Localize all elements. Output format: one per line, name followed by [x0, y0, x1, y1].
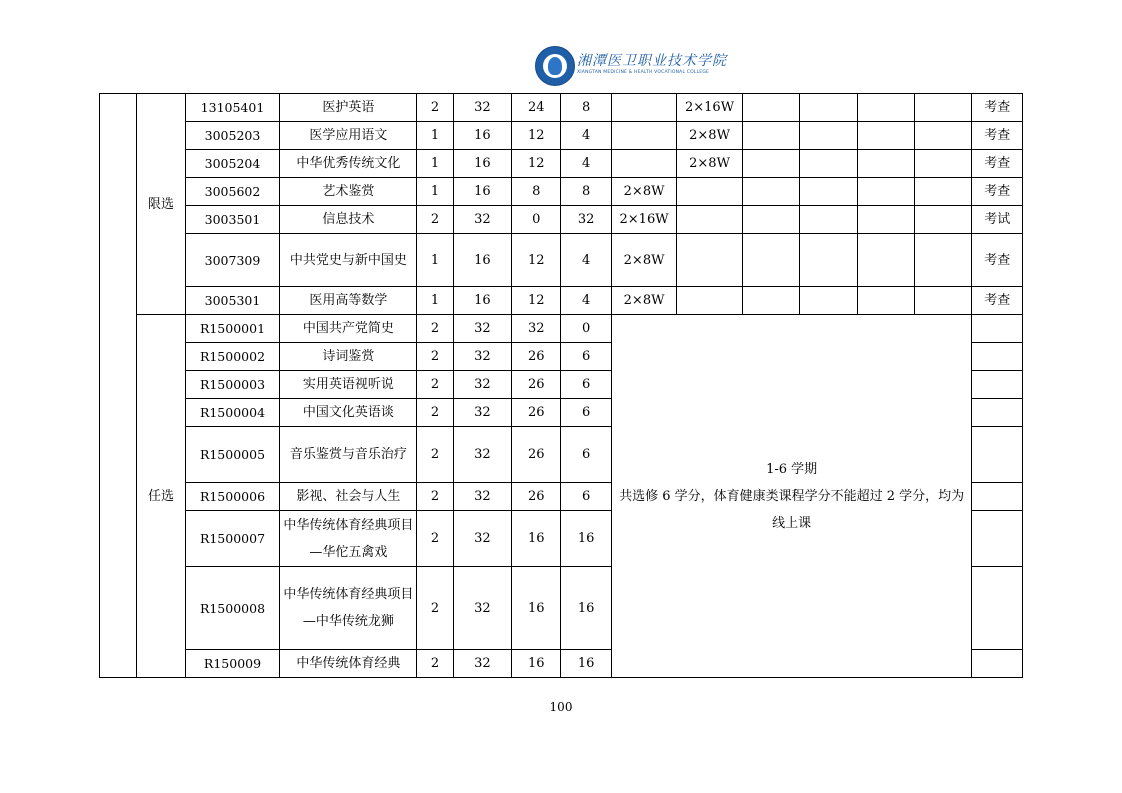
semester-s4 — [800, 94, 857, 122]
course-hours: 16 — [453, 150, 511, 178]
course-credit: 2 — [417, 399, 453, 427]
semester-s2 — [677, 178, 742, 206]
course-practice-hours: 4 — [561, 150, 611, 178]
course-theory-hours: 16 — [512, 650, 561, 678]
course-code: R1500005 — [185, 427, 280, 483]
course-hours: 16 — [453, 178, 511, 206]
semester-s1 — [611, 122, 676, 150]
semester-s5 — [857, 287, 914, 315]
course-name: 影视、社会与人生 — [280, 483, 417, 511]
course-practice-hours: 8 — [561, 178, 611, 206]
course-name: 中华优秀传统文化 — [280, 150, 417, 178]
assessment-method — [972, 483, 1023, 511]
semester-s3 — [742, 234, 799, 287]
course-name: 中华传统体育经典项目—华佗五禽戏 — [280, 511, 417, 567]
course-practice-hours: 6 — [561, 427, 611, 483]
course-practice-hours: 4 — [561, 287, 611, 315]
semester-s3 — [742, 122, 799, 150]
course-practice-hours: 6 — [561, 399, 611, 427]
assessment-method: 考查 — [972, 94, 1023, 122]
course-code: R1500002 — [185, 343, 280, 371]
course-credit: 2 — [417, 371, 453, 399]
semester-s5 — [857, 150, 914, 178]
assessment-method: 考查 — [972, 234, 1023, 287]
course-practice-hours: 6 — [561, 343, 611, 371]
course-practice-hours: 16 — [561, 511, 611, 567]
semester-s4 — [800, 287, 857, 315]
course-theory-hours: 26 — [512, 427, 561, 483]
course-name: 信息技术 — [280, 206, 417, 234]
semester-s2 — [677, 234, 742, 287]
table-row — [100, 150, 1023, 178]
course-table — [99, 93, 1023, 678]
course-theory-hours: 16 — [512, 511, 561, 567]
course-practice-hours: 6 — [561, 371, 611, 399]
semester-s2: 2×8W — [677, 150, 742, 178]
course-credit: 2 — [417, 206, 453, 234]
course-credit: 2 — [417, 427, 453, 483]
course-theory-hours: 26 — [512, 399, 561, 427]
course-code: R1500006 — [185, 483, 280, 511]
course-name: 医用高等数学 — [280, 287, 417, 315]
course-credit: 2 — [417, 483, 453, 511]
semester-s4 — [800, 206, 857, 234]
table-row — [100, 287, 1023, 315]
table-row — [100, 315, 1023, 343]
course-name: 艺术鉴赏 — [280, 178, 417, 206]
semester-s5 — [857, 178, 914, 206]
semester-s3 — [742, 287, 799, 315]
assessment-method — [972, 315, 1023, 343]
course-code: R150009 — [185, 650, 280, 678]
course-name: 中华传统体育经典项目—中华传统龙狮 — [280, 567, 417, 650]
course-practice-hours: 4 — [561, 234, 611, 287]
page-number: 100 — [549, 700, 573, 714]
semester-s4 — [800, 178, 857, 206]
course-code: 3003501 — [185, 206, 280, 234]
course-name: 医学应用语文 — [280, 122, 417, 150]
semester-s3 — [742, 150, 799, 178]
course-theory-hours: 26 — [512, 371, 561, 399]
course-name: 中国文化英语谈 — [280, 399, 417, 427]
course-theory-hours: 12 — [512, 150, 561, 178]
course-hours: 32 — [453, 483, 511, 511]
course-hours: 32 — [453, 567, 511, 650]
course-theory-hours: 32 — [512, 315, 561, 343]
semester-s4 — [800, 122, 857, 150]
semester-s5 — [857, 94, 914, 122]
course-hours: 32 — [453, 206, 511, 234]
course-practice-hours: 16 — [561, 650, 611, 678]
course-hours: 16 — [453, 287, 511, 315]
semester-s1: 2×8W — [611, 178, 676, 206]
course-code: R1500001 — [185, 315, 280, 343]
course-code: R1500007 — [185, 511, 280, 567]
course-practice-hours: 16 — [561, 567, 611, 650]
course-code: 3005602 — [185, 178, 280, 206]
course-hours: 32 — [453, 399, 511, 427]
course-code: R1500004 — [185, 399, 280, 427]
course-practice-hours: 0 — [561, 315, 611, 343]
table-row — [100, 94, 1023, 122]
course-code: R1500003 — [185, 371, 280, 399]
course-name: 音乐鉴赏与音乐治疗 — [280, 427, 417, 483]
course-name: 医护英语 — [280, 94, 417, 122]
course-hours: 32 — [453, 371, 511, 399]
table-row — [100, 234, 1023, 287]
semester-s6 — [915, 122, 972, 150]
course-credit: 2 — [417, 94, 453, 122]
elective-note — [611, 315, 972, 678]
semester-s3 — [742, 206, 799, 234]
assessment-method — [972, 371, 1023, 399]
course-hours: 32 — [453, 94, 511, 122]
restricted-label: 限选 — [137, 94, 185, 315]
course-code: R1500008 — [185, 567, 280, 650]
course-practice-hours: 6 — [561, 483, 611, 511]
elective-note-semesters: 1-6 学期 — [766, 461, 818, 477]
course-hours: 32 — [453, 511, 511, 567]
assessment-method — [972, 650, 1023, 678]
course-code: 3005204 — [185, 150, 280, 178]
table-row — [100, 178, 1023, 206]
semester-s5 — [857, 122, 914, 150]
semester-s4 — [800, 234, 857, 287]
semester-s2 — [677, 287, 742, 315]
course-theory-hours: 16 — [512, 567, 561, 650]
course-practice-hours: 32 — [561, 206, 611, 234]
assessment-method — [972, 399, 1023, 427]
semester-s1 — [611, 150, 676, 178]
course-code: 13105401 — [185, 94, 280, 122]
semester-s6 — [915, 178, 972, 206]
semester-s5 — [857, 234, 914, 287]
semester-s6 — [915, 234, 972, 287]
semester-s3 — [742, 178, 799, 206]
semester-s6 — [915, 206, 972, 234]
course-theory-hours: 24 — [512, 94, 561, 122]
course-code: 3007309 — [185, 234, 280, 287]
semester-s2 — [677, 206, 742, 234]
semester-s6 — [915, 287, 972, 315]
course-code: 3005301 — [185, 287, 280, 315]
semester-s1: 2×16W — [611, 206, 676, 234]
semester-s3 — [742, 94, 799, 122]
course-theory-hours: 0 — [512, 206, 561, 234]
table-row — [100, 206, 1023, 234]
category-cell — [100, 94, 137, 678]
course-name: 中共党史与新中国史 — [280, 234, 417, 287]
course-credit: 2 — [417, 511, 453, 567]
course-theory-hours: 26 — [512, 483, 561, 511]
semester-s2: 2×16W — [677, 94, 742, 122]
semester-s4 — [800, 150, 857, 178]
course-hours: 32 — [453, 315, 511, 343]
assessment-method — [972, 511, 1023, 567]
semester-s1: 2×8W — [611, 287, 676, 315]
course-code: 3005203 — [185, 122, 280, 150]
semester-s1 — [611, 94, 676, 122]
elective-note-requirement: 共选修 6 学分，体育健康类课程学分不能超过 2 学分，均为线上课 — [619, 488, 965, 531]
course-name: 中国共产党简史 — [280, 315, 417, 343]
course-credit: 1 — [417, 234, 453, 287]
semester-s2: 2×8W — [677, 122, 742, 150]
semester-s6 — [915, 150, 972, 178]
assessment-method: 考试 — [972, 206, 1023, 234]
course-table-body — [100, 94, 1023, 678]
course-hours: 32 — [453, 343, 511, 371]
course-theory-hours: 12 — [512, 234, 561, 287]
course-practice-hours: 4 — [561, 122, 611, 150]
semester-s6 — [915, 94, 972, 122]
course-credit: 2 — [417, 343, 453, 371]
assessment-method — [972, 567, 1023, 650]
course-credit: 2 — [417, 650, 453, 678]
course-name: 中华传统体育经典 — [280, 650, 417, 678]
assessment-method: 考查 — [972, 122, 1023, 150]
course-theory-hours: 26 — [512, 343, 561, 371]
course-practice-hours: 8 — [561, 94, 611, 122]
assessment-method: 考查 — [972, 287, 1023, 315]
elective-label: 任选 — [137, 315, 185, 678]
course-credit: 2 — [417, 315, 453, 343]
semester-s5 — [857, 206, 914, 234]
course-name: 诗词鉴赏 — [280, 343, 417, 371]
course-hours: 16 — [453, 122, 511, 150]
college-name-cn: 湘潭医卫职业技术学院 — [577, 53, 727, 69]
course-credit: 1 — [417, 287, 453, 315]
course-credit: 1 — [417, 122, 453, 150]
course-credit: 1 — [417, 178, 453, 206]
course-theory-hours: 12 — [512, 287, 561, 315]
college-logo — [535, 46, 727, 86]
course-theory-hours: 12 — [512, 122, 561, 150]
course-credit: 1 — [417, 150, 453, 178]
course-hours: 32 — [453, 650, 511, 678]
table-row — [100, 122, 1023, 150]
college-name-en: XIANGTAN MEDICINE & HEALTH VOCATIONAL COLLEGE — [577, 70, 710, 75]
assessment-method: 考查 — [972, 178, 1023, 206]
course-hours: 16 — [453, 234, 511, 287]
college-seal-icon — [535, 46, 575, 86]
course-theory-hours: 8 — [512, 178, 561, 206]
course-hours: 32 — [453, 427, 511, 483]
assessment-method — [972, 427, 1023, 483]
course-credit: 2 — [417, 567, 453, 650]
assessment-method: 考查 — [972, 150, 1023, 178]
semester-s1: 2×8W — [611, 234, 676, 287]
course-name: 实用英语视听说 — [280, 371, 417, 399]
assessment-method — [972, 343, 1023, 371]
